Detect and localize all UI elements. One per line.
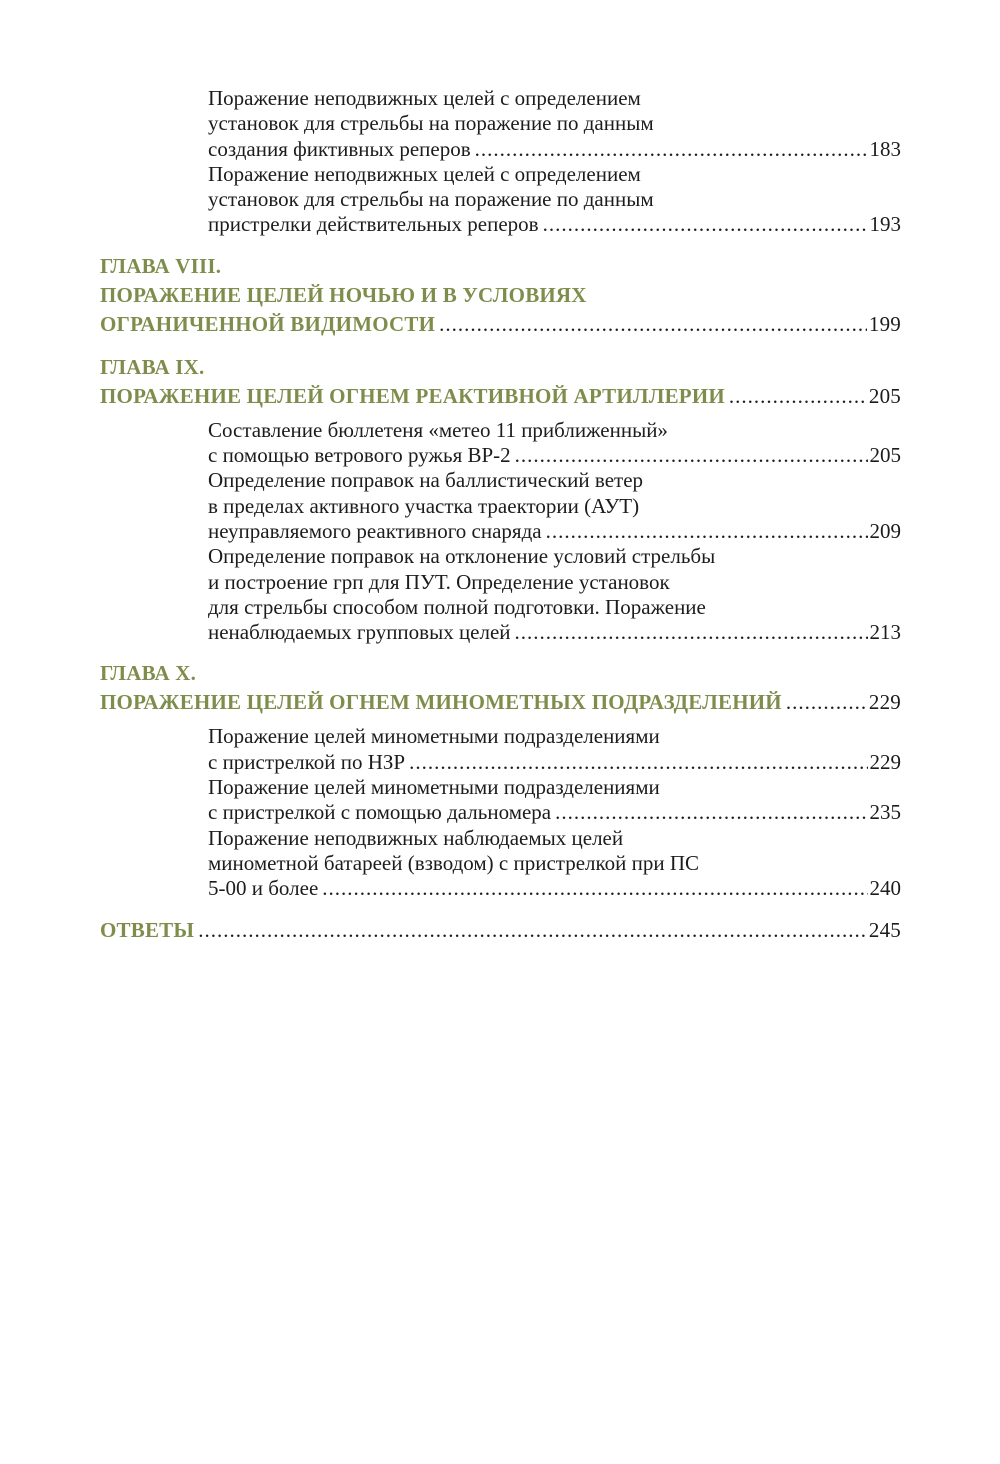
entry-title-line: в пределах активного участка траектории (АУТ) xyxy=(208,493,640,518)
dot-leader xyxy=(515,443,868,468)
chapter-title-line: ПОРАЖЕНИЕ ЦЕЛЕЙ НОЧЬЮ И В УСЛОВИЯХ xyxy=(100,282,587,307)
toc-line-with-page xyxy=(208,750,901,775)
dot-leader xyxy=(729,382,867,411)
chapter-title-line: ПОРАЖЕНИЕ ЦЕЛЕЙ ОГНЕМ МИНОМЕТНЫХ ПОДРАЗДЕЛЕНИЙ xyxy=(100,690,782,715)
table-of-contents xyxy=(100,86,901,945)
spacer xyxy=(100,902,901,916)
entry-title-line: с помощью ветрового ружья ВР-2 xyxy=(208,443,511,468)
toc-line-with-page xyxy=(208,519,901,544)
chapter-title-line: ПОРАЖЕНИЕ ЦЕЛЕЙ ОГНЕМ РЕАКТИВНОЙ АРТИЛЛЕРИИ xyxy=(100,383,725,408)
chapter-title-line: ОТВЕТЫ xyxy=(100,917,195,942)
entry-title-line: и построение грп для ПУТ. Определение установок xyxy=(208,569,670,594)
page-number: 213 xyxy=(869,620,901,645)
page-number: 240 xyxy=(869,876,901,901)
entry-title-line: Составление бюллетеня «метео 11 приближенный» xyxy=(208,417,668,442)
toc-entry[interactable] xyxy=(100,775,901,826)
toc-line-with-page xyxy=(208,137,901,162)
dot-leader xyxy=(475,137,868,162)
page-number: 205 xyxy=(868,383,901,408)
toc-entry[interactable] xyxy=(100,86,901,162)
toc-entry[interactable] xyxy=(100,826,901,902)
dot-leader xyxy=(555,800,867,825)
dot-leader xyxy=(409,750,867,775)
entry-title-line: ненаблюдаемых групповых целей xyxy=(208,620,511,645)
page-number: 199 xyxy=(868,311,901,336)
entry-title-line: установок для стрельбы на поражение по данным xyxy=(208,111,654,136)
toc-line-with-page xyxy=(100,382,901,411)
entry-title-line: установок для стрельбы на поражение по данным xyxy=(208,187,654,212)
dot-leader xyxy=(322,876,867,901)
entry-title-line: создания фиктивных реперов xyxy=(208,136,471,161)
chapter-title-line: ОГРАНИЧЕННОЙ ВИДИМОСТИ xyxy=(100,311,436,336)
toc-line-with-page xyxy=(208,876,901,901)
toc-line-with-page xyxy=(208,212,901,237)
page-number: 193 xyxy=(869,212,901,237)
entry-title-line: Поражение целей минометными подразделениями xyxy=(208,724,660,749)
page-number: 209 xyxy=(869,518,901,543)
entry-title-line: Поражение целей минометными подразделениями xyxy=(208,775,660,800)
spacer xyxy=(100,717,901,724)
entry-title-line: Поражение неподвижных наблюдаемых целей xyxy=(208,825,624,850)
entry-title-line: 5-00 и более xyxy=(208,876,319,901)
chapter-title-line: ГЛАВА IX. xyxy=(100,354,205,379)
entry-title-line: с пристрелкой по НЗР xyxy=(208,749,406,774)
chapter-title-line: ГЛАВА VIII. xyxy=(100,253,222,278)
spacer xyxy=(100,238,901,252)
dot-leader xyxy=(786,688,867,717)
entry-title-line: с пристрелкой с помощью дальномера xyxy=(208,800,552,825)
entry-title-line: Поражение неподвижных целей с определением xyxy=(208,161,641,186)
dot-leader xyxy=(198,916,867,945)
toc-chapter[interactable] xyxy=(100,916,901,945)
page-number: 245 xyxy=(868,917,901,942)
spacer xyxy=(100,411,901,418)
toc-line-with-page xyxy=(208,443,901,468)
entry-title-line: неуправляемого реактивного снаряда xyxy=(208,518,542,543)
entry-title-line: Поражение неподвижных целей с определением xyxy=(208,86,641,110)
page-number: 205 xyxy=(869,443,901,468)
page-number: 235 xyxy=(869,800,901,825)
dot-leader xyxy=(546,519,868,544)
entry-title-line: пристрелки действительных реперов xyxy=(208,212,539,237)
spacer xyxy=(100,645,901,659)
dot-leader xyxy=(439,310,867,339)
toc-chapter[interactable] xyxy=(100,252,901,339)
entry-title-line: для стрельбы способом полной подготовки. Поражение xyxy=(208,594,706,619)
toc-line-with-page xyxy=(208,620,901,645)
toc-line-with-page xyxy=(100,916,901,945)
dot-leader xyxy=(543,212,868,237)
page-number: 229 xyxy=(869,749,901,774)
toc-entry[interactable] xyxy=(100,724,901,775)
toc-entry[interactable] xyxy=(100,468,901,544)
toc-entry[interactable] xyxy=(100,544,901,645)
page-number: 183 xyxy=(869,136,901,161)
entry-title-line: Определение поправок на баллистический ветер xyxy=(208,468,644,493)
toc-line-with-page xyxy=(208,800,901,825)
spacer xyxy=(100,339,901,353)
chapter-title-line: ГЛАВА X. xyxy=(100,661,197,686)
entry-title-line: Определение поправок на отклонение условий стрельбы xyxy=(208,544,716,569)
dot-leader xyxy=(515,620,868,645)
toc-chapter[interactable] xyxy=(100,353,901,411)
toc-entry[interactable] xyxy=(100,418,901,469)
toc-line-with-page xyxy=(100,688,901,717)
page-number: 229 xyxy=(868,690,901,715)
entry-title-line: минометной батареей (взводом) с пристрелкой при ПС xyxy=(208,850,700,875)
toc-line-with-page xyxy=(100,310,901,339)
toc-chapter[interactable] xyxy=(100,659,901,717)
toc-entry[interactable] xyxy=(100,162,901,238)
